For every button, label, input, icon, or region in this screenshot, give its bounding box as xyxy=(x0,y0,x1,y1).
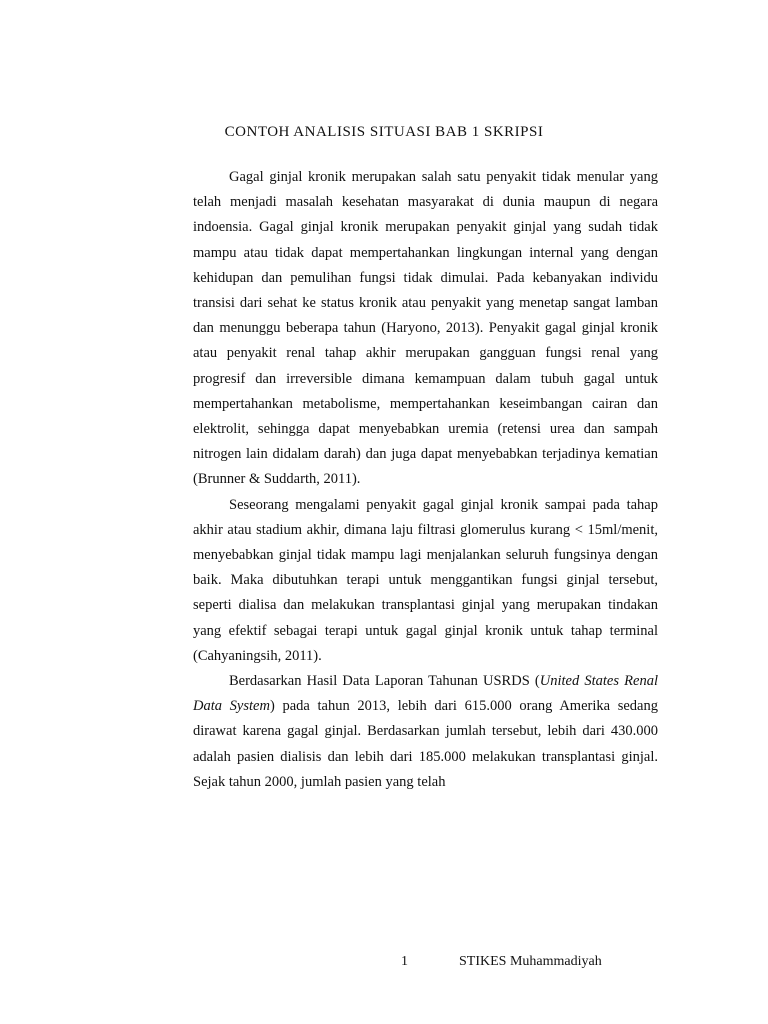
footer-institution: STIKES Muhammadiyah xyxy=(459,954,602,968)
document-body xyxy=(193,165,658,795)
document-title: CONTOH ANALISIS SITUASI BAB 1 SKRIPSI xyxy=(224,124,544,140)
page-number: 1 xyxy=(401,954,408,968)
paragraph-3-text-start: Berdasarkan Hasil Data Laporan Tahunan USRDS ( xyxy=(229,673,540,690)
paragraph-1-text: Gagal ginjal kronik merupakan salah satu penyakit tidak menular yang telah menjadi masalah kesehatan masyarakat di dunia maupun di negara indoensia. Gagal ginjal kronik merupakan penyakit ginjal yang sudah tidak mampu atau tidak dapat mempertahankan lingkungan internal yang dengan kehidupan dan pemulihan fungsi tidak dimulai. Pada kebanyakan individu transisi dari sehat ke status kronik atau penyakit yang menetap sangat lamban dan menunggu beberapa tahun (Haryono, 2013). Penyakit gagal ginjal kronik atau penyakit renal tahap akhir merupakan gangguan fungsi renal yang progresif dan irreversible dimana kemampuan dalam tubuh gagal untuk mempertahankan metabolisme, mempertahankan keseimbangan cairan dan elektrolit, sehingga dapat menyebabkan uremia (retensi urea dan sampah nitrogen lain didalam darah) dan juga dapat menyebabkan terjadinya kematian (Brunner & Suddarth, 2011). xyxy=(193,169,658,488)
paragraph-3 xyxy=(193,669,658,795)
paragraph-2-text: Seseorang mengalami penyakit gagal ginjal kronik sampai pada tahap akhir atau stadium akhir, dimana laju filtrasi glomerulus kurang < 15ml/menit, menyebabkan ginjal tidak mampu lagi menjalankan seluruh fungsinya dengan baik. Maka dibutuhkan terapi untuk menggantikan fungsi ginjal tersebut, seperti dialisa dan melakukan transplantasi ginjal yang merupakan tindakan yang efektif sebagai terapi untuk gagal ginjal kronik untuk tahap terminal (Cahyaningsih, 2011). xyxy=(193,496,658,664)
paragraph-3-text-end: ) pada tahun 2013, lebih dari 615.000 orang Amerika sedang dirawat karena gagal ginjal. Berdasarkan jumlah tersebut, lebih dari 430.000 adalah pasien dialisis dan lebih dari 185.000 melakukan transplantasi ginjal. Sejak tahun 2000, jumlah pasien yang telah xyxy=(193,698,658,790)
paragraph-2 xyxy=(193,493,658,669)
page-footer xyxy=(0,954,768,968)
paragraph-1 xyxy=(193,165,658,493)
paragraph-3-italic-term: United States Renal Data System xyxy=(193,673,658,715)
